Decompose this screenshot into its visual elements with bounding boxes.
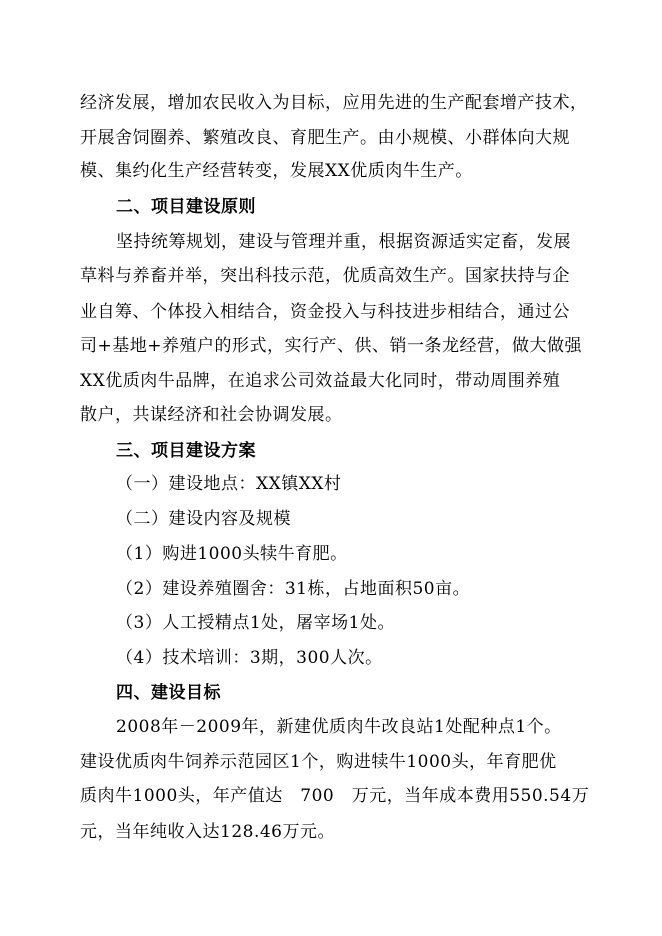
body-text-line: 司+基地+养殖户的形式，实行产、供、销一条龙经营，做大做强 <box>80 336 582 356</box>
body-text-line: 经济发展，增加农民收入为目标，应用先进的生产配套增产技术， <box>80 93 588 113</box>
body-text-line: 散户，共谋经济和社会协调发展。 <box>80 405 343 425</box>
body-text-line: XX优质肉牛品牌，在追求公司效益最大化同时，带动周围养殖 <box>80 371 561 391</box>
body-text-line: 草料与养畜并举，突出科技示范，优质高效生产。国家扶持与企 <box>80 266 570 286</box>
body-text-line: 模、集约化生产经营转变，发展XX优质肉牛生产。 <box>80 161 473 181</box>
section-heading: 四、建设目标 <box>116 683 221 703</box>
list-item: （3）人工授精点1处，屠宰场1处。 <box>116 613 395 633</box>
body-text-line: 质肉牛1000头，年产值达 700 万元，当年成本费用550.54万 <box>80 786 590 806</box>
body-text-line: 开展舍饲圈养、繁殖改良、育肥生产。由小规模、小群体向大规 <box>80 128 570 148</box>
section-heading: 三、项目建设方案 <box>116 441 256 461</box>
section-heading: 二、项目建设原则 <box>116 197 256 217</box>
body-text-line: 坚持统筹规划，建设与管理并重，根据资源适实定畜，发展 <box>116 232 571 252</box>
body-text-line: 2008年－2009年，新建优质肉牛改良站1处配种点1个。 <box>116 717 562 737</box>
body-text-line: 业自筹、个体投入相结合，资金投入与科技进步相结合，通过公 <box>80 302 570 322</box>
list-item: （一）建设地点：XX镇XX村 <box>116 474 342 494</box>
body-text-line: 元，当年纯收入达128.46万元。 <box>80 822 335 842</box>
list-item: （1）购进1000头犊牛育肥。 <box>116 544 348 564</box>
list-item: （二）建设内容及规模 <box>116 509 291 529</box>
list-item: （4）技术培训：3期，300人次。 <box>116 648 383 668</box>
list-item: （2）建设养殖圈舍：31栋，占地面积50亩。 <box>116 579 471 599</box>
body-text-line: 建设优质肉牛饲养示范园区1个，购进犊牛1000头，年育肥优 <box>80 752 557 772</box>
